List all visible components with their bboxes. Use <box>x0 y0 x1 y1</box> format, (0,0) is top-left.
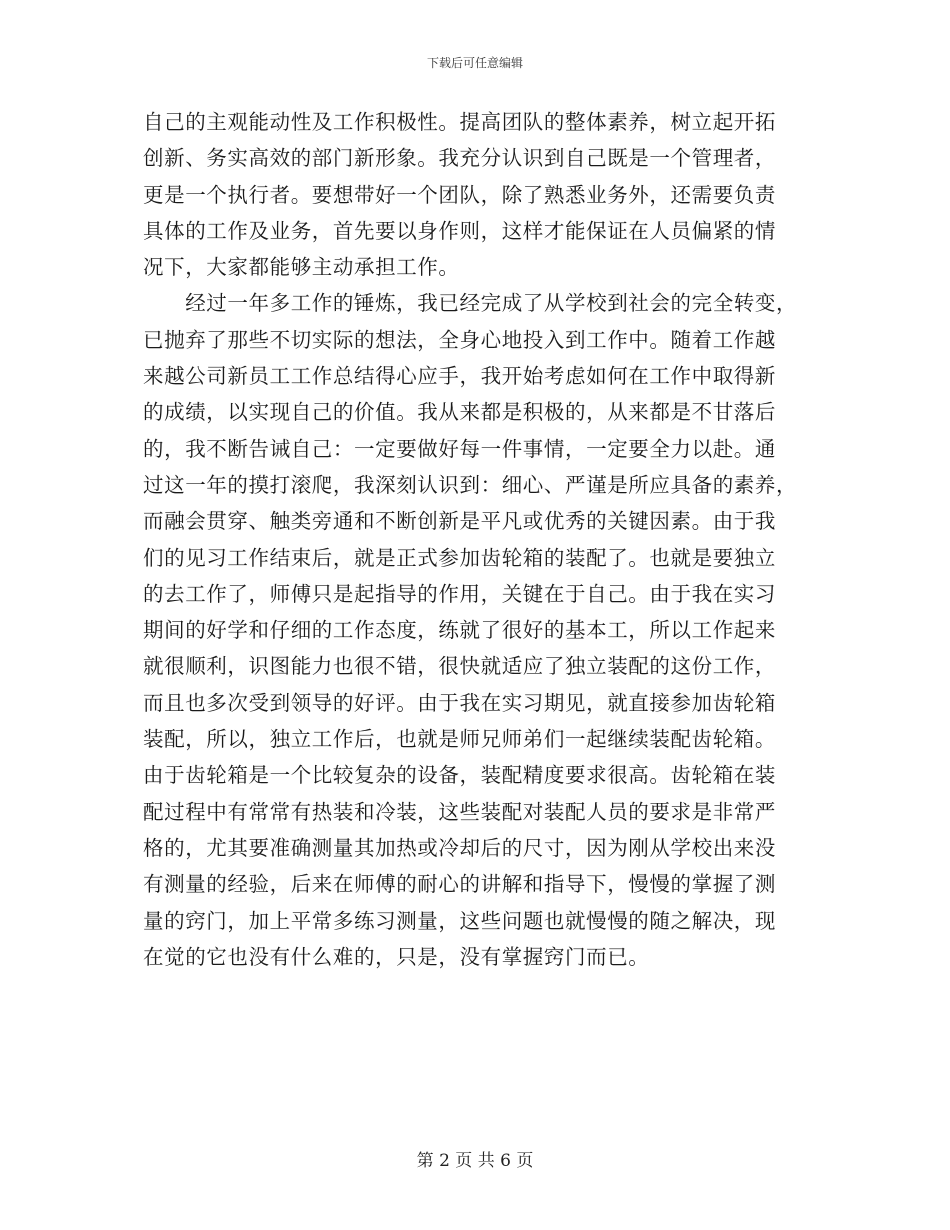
text-line: 的去工作了，师傅只是起指导的作用，关键在于自己。由于我在实习 <box>143 581 776 606</box>
text-line: 更是一个执行者。要想带好一个团队，除了熟悉业务外，还需要负责 <box>143 182 776 207</box>
text-line: 过这一年的摸打滚爬，我深刻认识到：细心、严谨是所应具备的素养， <box>143 472 798 497</box>
text-line: 自己的主观能动性及工作积极性。提高团队的整体素养，树立起开拓 <box>143 110 776 134</box>
text-line: 装配，所以，独立工作后，也就是师兄师弟们一起继续装配齿轮箱。 <box>143 727 776 752</box>
text-line: 量的窍门，加上平常多练习测量，这些问题也就慢慢的随之解决，现 <box>143 908 776 933</box>
text-line: 况下，大家都能够主动承担工作。 <box>143 255 460 280</box>
text-line: 们的见习工作结束后，就是正式参加齿轮箱的装配了。也就是要独立 <box>143 545 776 570</box>
text-line: 而且也多次受到领导的好评。由于我在实习期见，就直接参加齿轮箱 <box>143 690 776 715</box>
text-line: 就很顺利，识图能力也很不错，很快就适应了独立装配的这份工作， <box>143 654 776 679</box>
text-line: 有测量的经验，后来在师傅的耐心的讲解和指导下，慢慢的掌握了测 <box>143 872 776 897</box>
text-line: 格的，尤其要准确测量其加热或冷却后的尺寸，因为刚从学校出来没 <box>143 835 776 860</box>
page-header: 下载后可任意编辑 <box>426 56 523 70</box>
body-text <box>143 104 809 975</box>
text-line: 在觉的它也没有什么难的，只是，没有掌握窍门而已。 <box>143 944 650 969</box>
text-line: 经过一年多工作的锤炼，我已经完成了从学校到社会的完全转变， <box>143 291 798 316</box>
text-line: 来越公司新员工工作总结得心应手，我开始考虑如何在工作中取得新 <box>143 364 776 389</box>
text-line: 创新、务实高效的部门新形象。我充分认识到自己既是一个管理者， <box>143 146 776 171</box>
text-line: 已抛弃了那些不切实际的想法，全身心地投入到工作中。随着工作越 <box>143 327 776 352</box>
text-line: 的，我不断告诫自己：一定要做好每一件事情，一定要全力以赴。通 <box>143 436 776 461</box>
text-line: 的成绩，以实现自己的价值。我从来都是积极的，从来都是不甘落后 <box>143 400 776 425</box>
text-line: 期间的好学和仔细的工作态度，练就了很好的基本工，所以工作起来 <box>143 618 776 643</box>
text-line: 配过程中有常常有热装和冷装，这些装配对装配人员的要求是非常严 <box>143 799 776 824</box>
page-number: 第 2 页 共 6 页 <box>416 1151 534 1171</box>
text-line: 而融会贯穿、触类旁通和不断创新是平凡或优秀的关键因素。由于我 <box>143 509 776 534</box>
text-line: 由于齿轮箱是一个比较复杂的设备，装配精度要求很高。齿轮箱在装 <box>143 763 776 788</box>
text-line: 具体的工作及业务，首先要以身作则，这样才能保证在人员偏紧的情 <box>143 218 776 243</box>
